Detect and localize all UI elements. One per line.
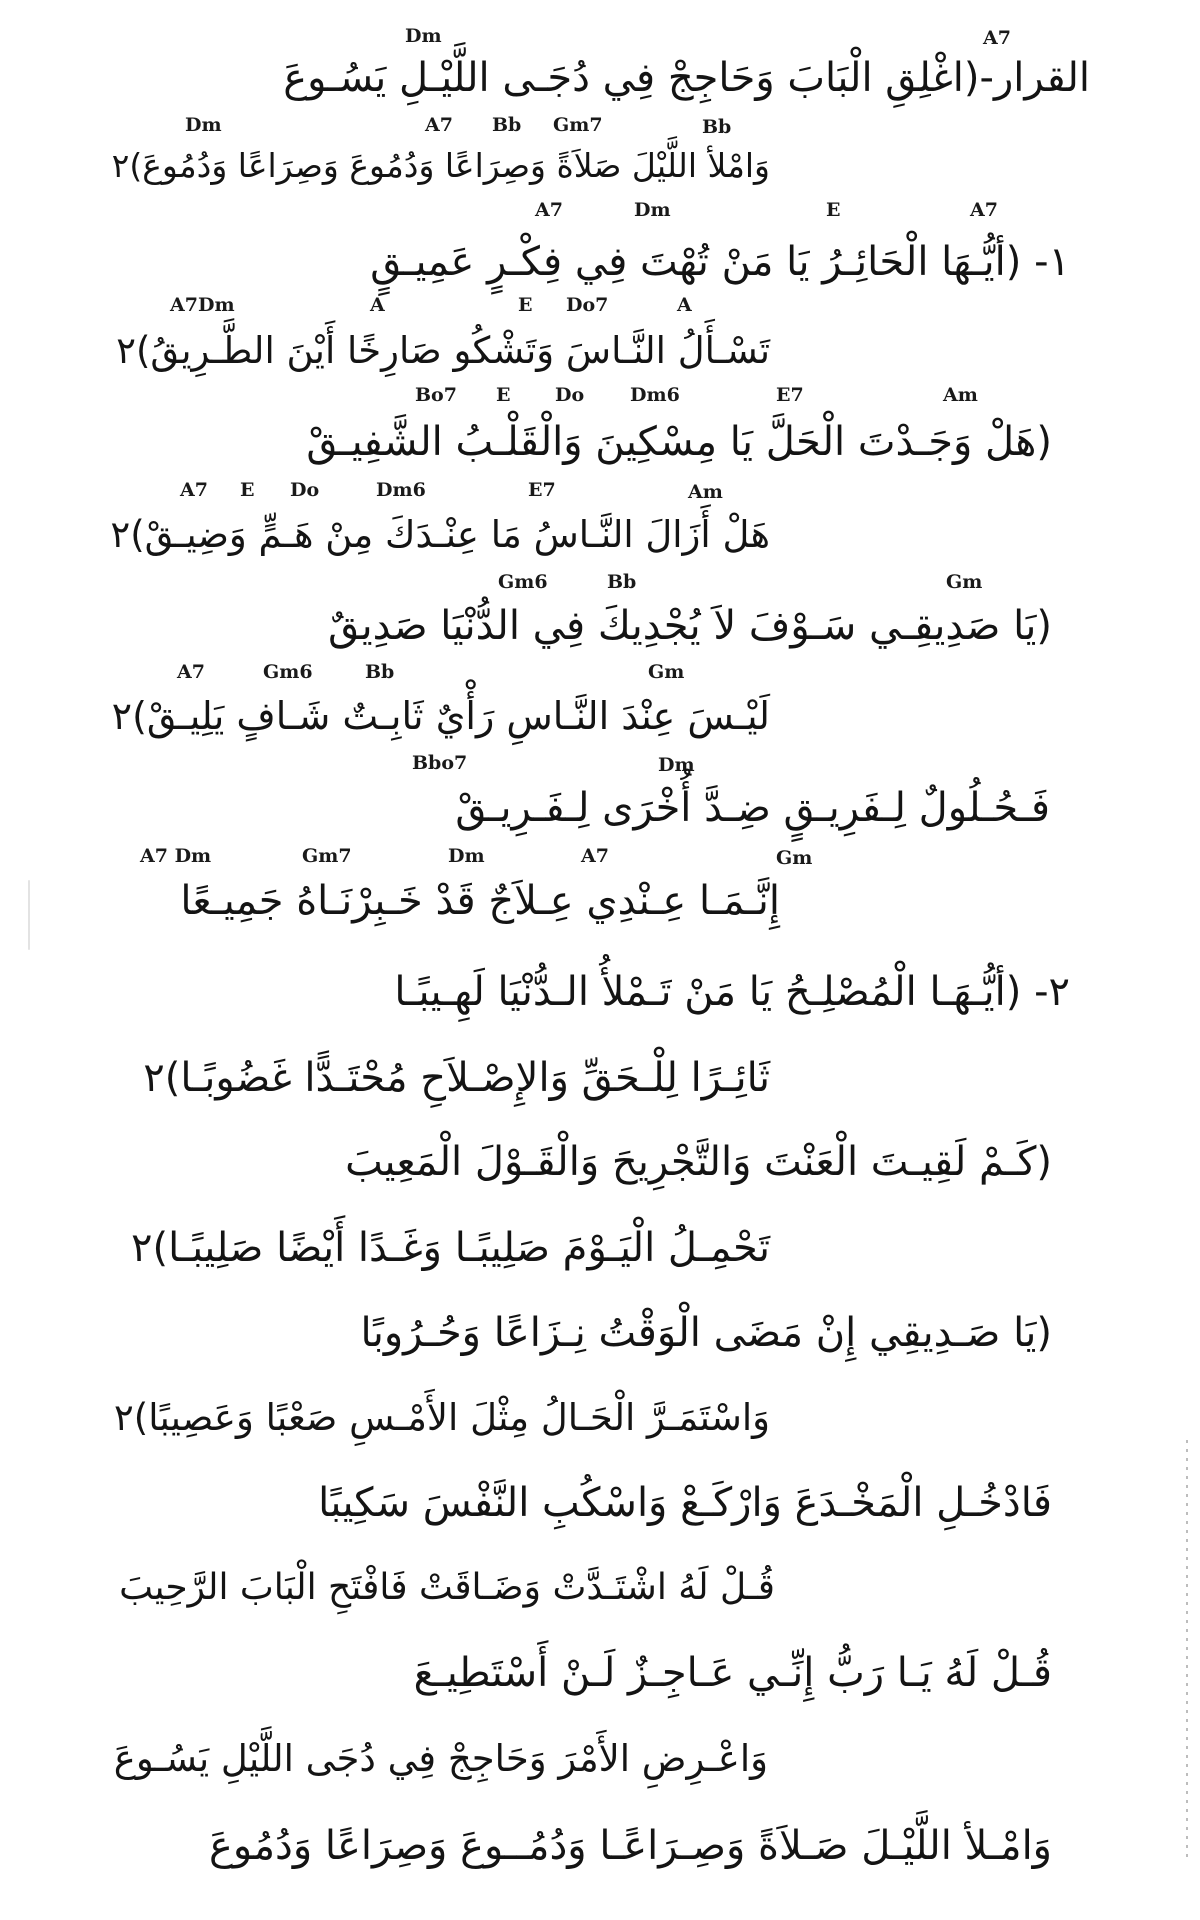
chord: Gm7 <box>302 845 352 867</box>
lyric-line: وَامْـلأ اللَّيْـلَ صَـلاَةً وَصِـرَاعًـا وَدُمُــوعَ وَصِرَاعًا وَدُمُوعَ <box>209 1823 1052 1869</box>
chord: A <box>370 294 385 316</box>
lyric-line: ١- (أيُّـهَا الْحَائِـرُ يَا مَنْ تُهْتَ فِي فِكْـرٍ عَمِيـقٍ <box>370 239 1070 285</box>
chord: Gm <box>776 847 813 869</box>
chord: Gm6 <box>263 661 313 683</box>
chord: Bo7 <box>415 384 457 406</box>
chord: Dm6 <box>376 479 426 501</box>
chord: Do7 <box>566 294 609 316</box>
page-edge-mark <box>28 880 30 950</box>
chord: Am <box>943 384 978 406</box>
chord: Bb <box>492 114 522 136</box>
lyric-line: (يَا صَدِيقِـي سَـوْفَ لاَ يُجْدِيكَ فِي الدُّنْيَا صَدِيقٌ <box>328 603 1052 649</box>
chord: Bbo7 <box>412 752 468 774</box>
chord: A7Dm <box>170 294 235 316</box>
lyric-line: ٢- (أيُّـهَـا الْمُصْلِـحُ يَا مَنْ تَـمْلأُ الـدُّنْيَا لَهِـيبًـا <box>394 969 1070 1015</box>
chord: A7 <box>180 479 208 501</box>
chord: Gm <box>946 571 983 593</box>
chord: Bb <box>607 571 637 593</box>
chord: Bb <box>365 661 395 683</box>
lyric-line: (كَـمْ لَقِيـتَ الْعَنْتَ وَالتَّجْرِيحَ وَالْقَـوْلَ الْمَعِيبَ <box>345 1139 1052 1185</box>
chord: A7 <box>535 199 563 221</box>
lyric-line: قُـلْ لَهُ يَـا رَبُّ إِنِّـي عَـاجِـزٌ لَـنْ أَسْتَطِيـعَ <box>413 1650 1052 1696</box>
lyric-line: القرار-(اغْلِقِ الْبَابَ وَحَاجِجْ فِي دُجَـى اللَّيْـلِ يَسُـوعَ <box>283 55 1090 101</box>
chord: Gm7 <box>553 114 603 136</box>
chord: Dm <box>185 114 222 136</box>
lyric-line: تَحْمِـلُ الْيَـوْمَ صَلِيبًـا وَغَـدًا أَيْضًا صَلِيبًـا)٢ <box>131 1225 770 1271</box>
chord: Gm6 <box>498 571 548 593</box>
lyric-line: ثَائِـرًا لِلْـحَقِّ وَالإِصْـلاَحِ مُحْتَـدًّا غَضُوبًـا)٢ <box>143 1055 770 1101</box>
chord: Dm <box>634 199 671 221</box>
chord: E <box>496 384 511 406</box>
chord: A7 <box>177 661 205 683</box>
lyric-line: لَيْـسَ عِنْدَ النَّـاسِ رَأْيٌ ثَابِـتٌ شَـافٍ يَلِيـقْ)٢ <box>111 694 770 738</box>
lyric-line: قُـلْ لَهُ اشْتَـدَّتْ وَضَـاقَتْ فَافْتَحِ الْبَابَ الرَّحِيبَ <box>119 1567 775 1608</box>
chord: E <box>240 479 255 501</box>
chord: A <box>677 294 692 316</box>
chord: A7 <box>970 199 998 221</box>
chord: A7 <box>983 27 1011 49</box>
chord: Do <box>555 384 585 406</box>
chord: E7 <box>528 479 556 501</box>
chord: Dm <box>658 754 695 776</box>
lyric-line: (هَلْ وَجَـدْتَ الْحَلَّ يَا مِسْكِينَ وَالْقَلْـبُ الشَّفِيـقْ <box>306 419 1052 465</box>
chord: E7 <box>776 384 804 406</box>
right-edge-dotted-line <box>1186 1440 1188 1860</box>
chord: A7 <box>581 845 609 867</box>
lyric-line: وَاسْتَمَـرَّ الْحَـالُ مِثْلَ الأَمْـسِ صَعْبًا وَعَصِيبًا)٢ <box>113 1396 770 1439</box>
chord: A7 Dm <box>140 845 212 867</box>
lyric-line: وَاعْـرِضِ الأَمْرَ وَحَاجِجْ فِي دُجَى اللَّيْلِ يَسُـوعَ <box>113 1737 768 1780</box>
lyric-line: إِنَّـمَـا عِـنْدِي عِـلاَجٌ قَدْ خَـبِرْنَـاهُ جَمِيـعًا <box>180 878 780 924</box>
lyric-line: تَسْـأَلُ النَّـاسَ وَتَشْكُو صَارِخًا أَيْنَ الطَّـرِيقُ)٢ <box>116 329 770 372</box>
lyric-line: (يَا صَـدِيقِي إِنْ مَضَى الْوَقْتُ نِـزَاعًا وَحُـرُوبًا <box>360 1310 1052 1356</box>
lyric-line: هَلْ أَزَالَ النَّـاسُ مَا عِنْـدَكَ مِنْ هَـمٍّ وَضِيـقْ)٢ <box>110 513 770 556</box>
chord: Bb <box>702 116 732 138</box>
chord: E <box>826 199 841 221</box>
chord: Dm <box>448 845 485 867</box>
chord: Dm6 <box>630 384 680 406</box>
chord: A7 <box>425 114 453 136</box>
lyric-line: فَادْخُـلِ الْمَخْـدَعَ وَارْكَـعْ وَاسْكُبِ النَّفْسَ سَكِيبًا <box>318 1480 1052 1526</box>
chord: Am <box>688 481 723 503</box>
chord: Gm <box>648 661 685 683</box>
lyric-line: وَامْلأ اللَّيْلَ صَلاَةً وَصِرَاعًا وَدُمُوعَ وَصِرَاعًا وَدُمُوعَ)٢ <box>111 146 770 185</box>
chord: Do <box>290 479 320 501</box>
lyric-line: فَـحُـلُولٌ لِـفَرِيـقٍ ضِـدَّ أُخْرَى لِـفَـرِيـقْ <box>455 785 1050 831</box>
chord: Dm <box>405 25 442 47</box>
chord: E <box>518 294 533 316</box>
